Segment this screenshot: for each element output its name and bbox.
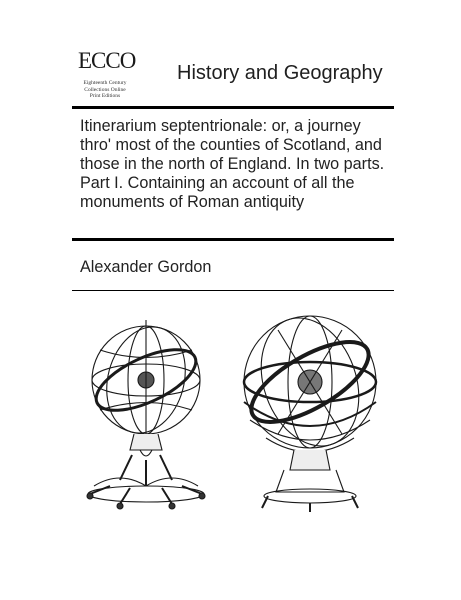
armillary-sphere-icon [87, 318, 205, 509]
ecco-logo [72, 48, 138, 104]
divider-top [72, 106, 394, 109]
book-author: Alexander Gordon [80, 258, 212, 276]
cover-header [72, 42, 402, 102]
cover-illustration [80, 310, 394, 520]
logo-line: Eighteenth Century [83, 80, 127, 86]
logo-line: Print Editions [89, 93, 121, 99]
divider-middle [72, 238, 394, 241]
divider-author [72, 290, 394, 291]
book-title: Itinerarium septentrionale: or, a journey thro' most of the counties of Scotland, and those in the north of England. In two parts. Part I. Containing an account of all the monuments of Roman antiquity [80, 117, 385, 211]
armillary-sphere-icon [240, 310, 380, 512]
category-label: History and Geography [177, 62, 383, 84]
logo-mark: ECCO [78, 48, 136, 73]
logo-line: Collections Online [84, 86, 126, 93]
logo-subtitle [72, 80, 138, 100]
